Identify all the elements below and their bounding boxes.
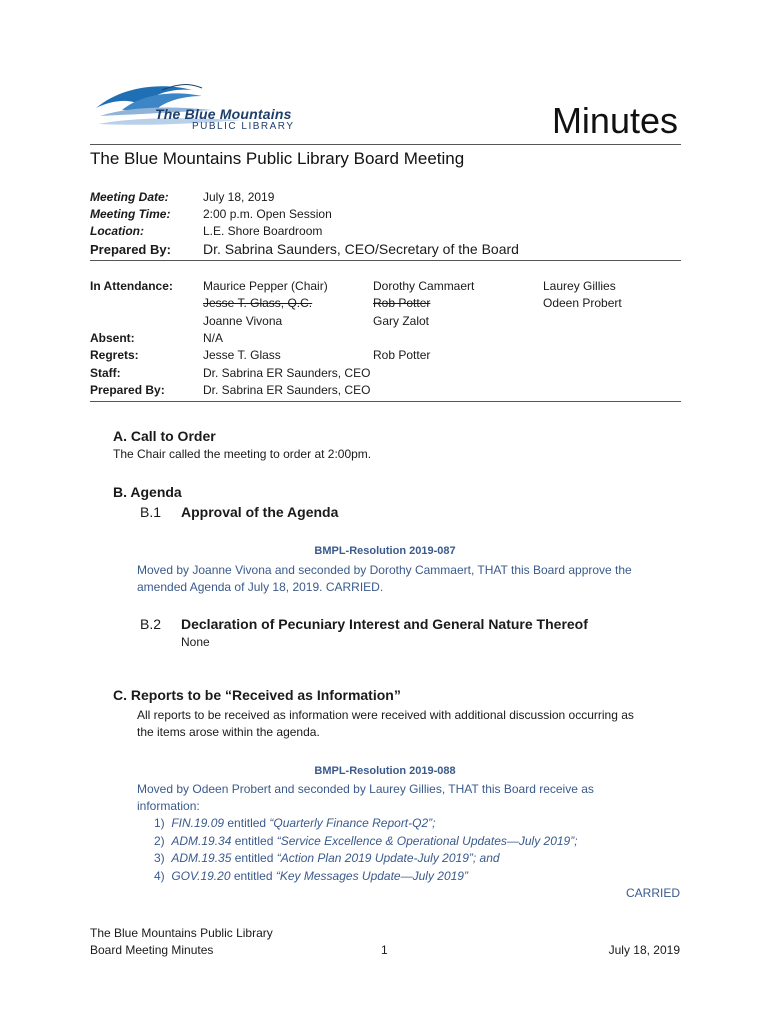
attendance-prepared-value: Dr. Sabrina ER Saunders, CEO (203, 383, 371, 397)
section-a-text: The Chair called the meeting to order at 2:00pm. (113, 447, 372, 461)
resolution-087-text: amended Agenda of July 18, 2019. CARRIED. (137, 580, 384, 594)
board-title: The Blue Mountains Public Library Board Meeting (90, 149, 465, 168)
resolution-088-title: BMPL-Resolution 2019-088 (314, 765, 456, 777)
resolution-088-text: Moved by Odeen Probert and seconded by Laurey Gillies, THAT this Board receive as (137, 782, 594, 796)
regrets-value: Jesse T. Glass (203, 348, 281, 362)
meeting-date-value: July 18, 2019 (203, 190, 275, 204)
logo-line1: The Blue Mountains (155, 106, 292, 122)
b2-title: Declaration of Pecuniary Interest and General Nature Thereof (181, 616, 588, 632)
absent-value: N/A (203, 331, 224, 345)
attendee: Odeen Probert (543, 296, 622, 310)
carried-label: CARRIED (625, 886, 680, 900)
in-attendance-label: In Attendance: (90, 279, 173, 293)
attendee: Dorothy Cammaert (373, 279, 475, 293)
attendee: Joanne Vivona (203, 314, 283, 328)
footer-org: The Blue Mountains Public Library (90, 926, 273, 940)
meeting-time-label: Meeting Time: (90, 207, 171, 221)
attendee: Maurice Pepper (Chair) (203, 279, 328, 293)
regrets-value: Rob Potter (373, 348, 431, 362)
b1-title: Approval of the Agenda (181, 504, 339, 520)
prepared-by-value: Dr. Sabrina Saunders, CEO/Secretary of the Board (203, 241, 519, 257)
title-divider (90, 144, 681, 145)
list-item: 3) ADM.19.35 entitled “Action Plan 2019 Update-July 2019”; and (154, 851, 500, 865)
b2-number: B.2 (140, 616, 162, 632)
resolution-087-text: Moved by Joanne Vivona and seconded by Dorothy Cammaert, THAT this Board approve the (137, 563, 632, 577)
section-c-text: the items arose within the agenda. (137, 725, 320, 739)
staff-value: Dr. Sabrina ER Saunders, CEO (203, 366, 371, 380)
meeting-time-value: 2:00 p.m. Open Session (203, 207, 332, 221)
section-b-heading: B. Agenda (113, 484, 182, 500)
staff-label: Staff: (90, 366, 121, 380)
list-item: 4) GOV.19.20 entitled “Key Messages Update—July 2019” (154, 869, 468, 883)
attendance-divider (90, 401, 681, 402)
section-c-text: All reports to be received as information were received with additional discussion occurring as (137, 708, 634, 722)
location-label: Location: (90, 224, 144, 238)
regrets-label: Regrets: (90, 348, 139, 362)
list-item: 1) FIN.19.09 entitled “Quarterly Finance Report-Q2”; (154, 816, 436, 830)
footer-date: July 18, 2019 (608, 943, 680, 957)
attendance-prepared-label: Prepared By: (90, 383, 165, 397)
page-number: 1 (381, 943, 388, 957)
attendee-struck: Rob Potter (373, 296, 431, 310)
section-c-heading: C. Reports to be “Received as Information” (113, 687, 401, 703)
b1-number: B.1 (140, 504, 162, 520)
b2-text: None (181, 635, 210, 649)
resolution-088-text: information: (137, 799, 200, 813)
attendee: Gary Zalot (373, 314, 430, 328)
attendee: Laurey Gillies (543, 279, 616, 293)
meta-divider (90, 260, 681, 261)
section-a-heading: A. Call to Order (113, 428, 216, 444)
footer-doc: Board Meeting Minutes (90, 943, 214, 957)
list-item: 2) ADM.19.34 entitled “Service Excellence & Operational Updates—July 2019”; (154, 834, 578, 848)
logo-line2: PUBLIC LIBRARY (192, 121, 295, 132)
meeting-date-label: Meeting Date: (90, 190, 169, 204)
attendee-struck: Jesse T. Glass, Q.C. (203, 296, 313, 310)
location-value: L.E. Shore Boardroom (203, 224, 323, 238)
prepared-by-label: Prepared By: (90, 242, 171, 257)
absent-label: Absent: (90, 331, 135, 345)
document-title: Minutes (551, 100, 678, 141)
resolution-087-title: BMPL-Resolution 2019-087 (314, 545, 456, 557)
